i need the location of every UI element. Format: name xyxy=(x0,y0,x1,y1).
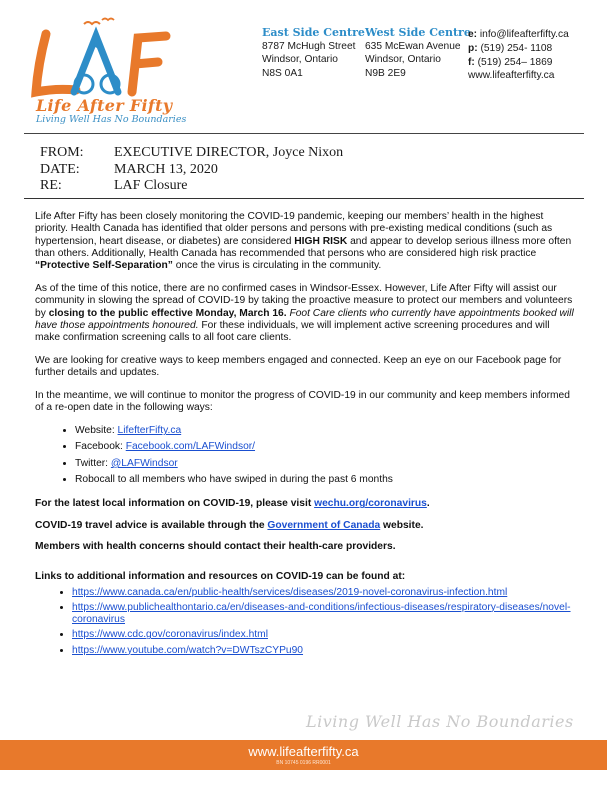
public-health-ontario-link[interactable]: https://www.publichealthontario.ca/en/diseases-and-conditions/infectious-diseases/respiratory-diseases/novel-coronavirus xyxy=(72,601,571,626)
resource-links-list xyxy=(35,587,575,657)
contact-ways-list xyxy=(35,425,575,486)
list-item xyxy=(72,602,575,627)
east-address-line2: Windsor, Ontario xyxy=(262,54,338,66)
list-item xyxy=(75,425,575,437)
travel-advice-text: COVID-19 travel advice is available through the xyxy=(35,519,268,531)
p1-text-c: and appear to develop serious illness more often than others. Additionally, Health Canada has recommended that persons who are considered high risk practice xyxy=(35,235,572,259)
memo-body xyxy=(35,211,575,669)
p1-text-e: once the virus is circulating in the community. xyxy=(172,260,382,272)
west-centre-name: West Side Centre xyxy=(365,26,471,39)
canada-ca-link[interactable]: https://www.canada.ca/en/public-health/services/diseases/2019-novel-coronavirus-infection.html xyxy=(72,586,508,598)
list-item: • Robocall to all members who have swiped in during the past 6 months xyxy=(75,474,575,486)
youtube-link[interactable]: https://www.youtube.com/watch?v=DWTszCYPu90 xyxy=(72,644,304,656)
west-address-line1: 635 McEwan Avenue xyxy=(365,40,461,52)
fax: (519) 254– 1869 xyxy=(477,56,553,68)
list-item xyxy=(75,441,575,453)
list-item xyxy=(75,458,575,470)
paragraph-3: We are looking for creative ways to keep members engaged and connected. Keep an eye on our Facebook page for further details and updates. xyxy=(35,354,562,379)
east-centre-name: East Side Centre xyxy=(262,26,365,39)
east-address-line1: 8787 McHugh Street xyxy=(262,40,356,52)
memo-divider xyxy=(24,198,584,199)
website[interactable]: www.lifeafterfifty.ca xyxy=(468,70,555,82)
footer-website[interactable]: www.lifeafterfifty.ca xyxy=(248,744,359,759)
wechu-link[interactable]: wechu.org/coronavirus xyxy=(314,498,427,510)
from-label: FROM: xyxy=(40,145,84,160)
p2-text-e: For these individuals, we will implement active screening procedures and will make confirmation screening calls to all foot care clients. xyxy=(35,319,550,344)
paragraph-4: In the meantime, we will continue to monitor the progress of COVID-19 in our community and keep members informed of a re-open date in the following ways: xyxy=(35,390,570,414)
p1-protective-self-separation: “Protective Self-Separation” xyxy=(35,260,173,272)
phone: (519) 254- 1108 xyxy=(480,42,553,54)
west-address-line2: Windsor, Ontario xyxy=(365,54,441,66)
p1-text-a: Life After Fifty has been closely monitoring the COVID-19 pandemic, keeping our members’ health in the highest priority. Health Canada has identified that older persons and persons with pre-existing medical conditions (such as hypertension, heart disease, or diabetes) are considered xyxy=(35,211,553,247)
west-centre-address xyxy=(365,26,471,80)
p2-foot-care-note: Foot Care clients who currently have appointments booked will have those appointments honoured. xyxy=(35,307,574,331)
list-item xyxy=(72,645,575,657)
email-label: e: xyxy=(468,29,478,40)
phone-label: p: xyxy=(468,42,478,54)
website-label: Website: xyxy=(75,425,118,437)
p2-closing-date: closing to the public effective Monday, March 16. xyxy=(48,307,287,319)
local-info-note xyxy=(35,498,575,510)
west-address-line3: N9B 2E9 xyxy=(365,67,406,79)
website-link[interactable]: LifefterFifty.ca xyxy=(117,425,182,437)
fax-label: f: xyxy=(468,56,475,68)
re-label: RE: xyxy=(40,178,62,193)
re-value: LAF Closure xyxy=(114,178,188,193)
contact-block xyxy=(468,28,569,83)
paragraph-1 xyxy=(35,211,575,272)
local-info-period: . xyxy=(426,498,430,510)
brand-name: Life After Fifty xyxy=(36,96,173,115)
memo-header xyxy=(40,145,343,195)
list-item xyxy=(72,629,575,641)
p1-high-risk: HIGH RISK xyxy=(294,235,348,247)
date-value: MARCH 13, 2020 xyxy=(114,161,218,177)
twitter-link[interactable]: @LAFWindsor xyxy=(110,457,178,469)
local-info-text: For the latest local information on COVID-19, please visit xyxy=(35,498,315,510)
p2-text-a: As of the time of this notice, there are no confirmed cases in Windsor-Essex. However, Life After Fifty will assist our community in slowing the spread of COVID-19 by taking the proactive measure to protect our members and volunteers by xyxy=(35,282,573,319)
logo-tagline: Living Well Has No Boundaries xyxy=(36,114,187,125)
health-concerns-note: Members with health concerns should contact their health-care providers. xyxy=(35,540,396,552)
east-address-line3: N8S 0A1 xyxy=(262,67,303,79)
east-centre-address xyxy=(262,26,365,80)
footer-business-number: BN 10745 0196 RR0001 xyxy=(276,760,331,766)
header-divider xyxy=(24,133,584,134)
links-heading: Links to additional information and resources on COVID-19 can be found at: xyxy=(35,571,406,583)
from-value: EXECUTIVE DIRECTOR, Joyce Nixon xyxy=(114,145,344,160)
email[interactable]: info@lifeafterfifty.ca xyxy=(479,29,569,40)
facebook-link[interactable]: Facebook.com/LAFWindsor/ xyxy=(125,441,256,453)
cdc-link[interactable]: https://www.cdc.gov/coronavirus/index.html xyxy=(72,629,268,641)
date-label: DATE: xyxy=(40,161,80,177)
facebook-label: Facebook: xyxy=(75,441,126,453)
resource-links xyxy=(35,571,575,657)
government-of-canada-link[interactable]: Government of Canada xyxy=(267,519,381,531)
travel-advice-suffix: website. xyxy=(380,519,424,531)
travel-advice-note xyxy=(35,520,575,532)
paragraph-2 xyxy=(35,283,575,344)
list-item xyxy=(72,587,575,599)
footer-tagline: Living Well Has No Boundaries xyxy=(306,712,574,731)
twitter-label: Twitter: xyxy=(75,457,111,469)
